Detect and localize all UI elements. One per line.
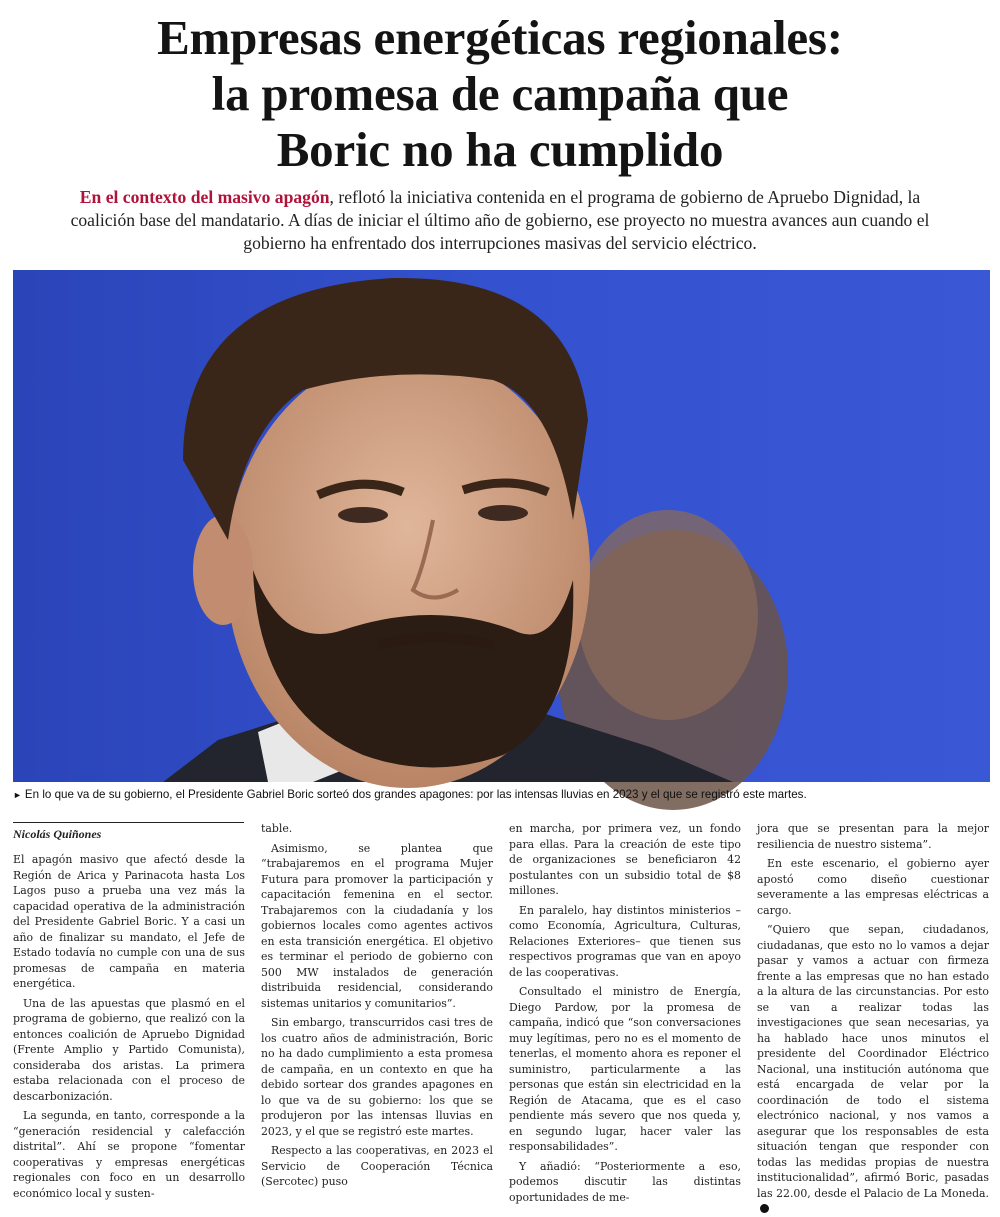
paragraph: Respecto a las cooperativas, en 2023 el Servicio de Cooperación Técnica (Sercotec) puso [261,1144,493,1188]
paragraph: table. [261,822,293,835]
photo-caption-text: En lo que va de su gobierno, el Presidente Gabriel Boric sorteó dos grandes apagones: por las intensas lluvias en 2023 y el que se registró este martes. [24,788,807,801]
paragraph: jora que se presentan para la mejor resiliencia de nuestro sistema”. [757,822,989,851]
article-column-4 [757,821,989,1200]
paragraph [757,922,989,1217]
caption-marker-icon: ► [13,790,22,800]
article-column-1 [13,852,245,1200]
paragraph: La segunda, en tanto, corresponde a la “generación residencial y calefacción distrital”. Ahí se propone “fomentar cooperativas y empresas energéticas regionales con foco en un desarrollo económico local y susten- [13,1109,245,1200]
photo-caption [13,787,993,803]
paragraph: en marcha, por primera vez, un fondo para ellas. Para la creación de este tipo de organizaciones se beneficiaron 42 postulantes con un subsidio total de $8 millones. [509,822,741,897]
paragraph: En este escenario, el gobierno ayer apostó como diseño cuestionar severamente a las empresas eléctricas a cargo. [757,857,989,917]
headline [0,10,1000,178]
article-column-3 [509,821,741,1204]
paragraph-text: “Quiero que sepan, ciudadanos, ciudadanas, que esto no lo vamos a dejar pasar y vamos a actuar con firmeza frente a las empresas que no han estado a la altura de las circunstancias. Por esto se van a realizar todas las investigaciones que sean necesarias, ya ha hablado hace unos minutos el presidente del Coordinador Eléctrico Nacional, una institución autónoma que está encargada de velar por la coordinación de todo el sistema electrónico nacional, y nos vamos a asegurar que los responsables de esta situación tengan que responder con todas las medidas propias de nuestra institucionalidad”, afirmó Boric, pasadas las 22.00, desde el Palacio de La Moneda. [757,923,989,1200]
paragraph: Sin embargo, transcurridos casi tres de los cuatro años de administración, Boric no ha dado cumplimiento a esta promesa de campaña, en un contexto en que ha debido sortear dos grandes apagones en lo que va de su gobierno: los que se produjeron por las intensas lluvias en 2023, y el que se registró este martes. [261,1016,493,1138]
headline-line: la promesa de campaña que [211,66,789,121]
paragraph: Consultado el ministro de Energía, Diego Pardow, por la promesa de campaña, indicó que “son conversaciones muy legítimas, pero no es el momento de tenerlas, el momento ahora es reponer el suministro, particularmente a las personas que están sin electricidad en la Región de Atacama, que es el caso pendiente más severo que nos queda y, en segundo lugar, hacer valer las responsabilidades”. [509,985,741,1153]
end-of-article-icon [760,1204,769,1213]
paragraph: Asimismo, se plantea que “trabajaremos en el programa Mujer Futura para promover la participación y capacitación femenina en el sector. Trabajaremos con la ciudadanía y los gobiernos locales como agentes activos en esta transición energética. El objetivo es terminar el periodo de gobierno con 500 MW instalados de generación distribuida residencial, considerando sistemas unitarios y comunitarios”. [261,841,493,1010]
article-column-2 [261,821,493,1188]
paragraph: El apagón masivo que afectó desde la Región de Arica y Parinacota hasta Los Lagos puso a prueba una vez más la capacidad operativa de la administración del Presidente Gabriel Boric. Y a casi un año de finalizar su mandato, el Jefe de Estado todavía no cumple con una de sus promesas de campaña en materia energética. [13,853,245,990]
photo-illustration [13,270,990,782]
byline-block [13,822,244,842]
lead-kicker: En el contexto del masivo apagón [79,187,330,207]
lead-paragraph [60,186,940,255]
paragraph: En paralelo, hay distintos ministerios –como Economía, Agricultura, Culturas, Relaciones Exteriores– que tienen sus respectivos programas que van en apoyo de las cooperativas. [509,903,741,979]
headline-line: Boric no ha cumplido [276,122,724,177]
byline: Nicolás Quiñones [13,827,102,841]
headline-line: Empresas energéticas regionales: [157,10,843,65]
paragraph: Una de las apuestas que plasmó en el programa de gobierno, que realizó con la entonces coalición de Apruebo Dignidad (Frente Amplio y Partido Comunista), consideraba dos aristas. La primera estaba relacionada con el proceso de descarbonización. [13,996,245,1103]
paragraph: Y añadió: “Posteriormente a eso, podemos discutir las distintas oportunidades de me- [509,1159,741,1204]
article-photo [13,270,990,782]
lead-text: , reflotó la iniciativa contenida en el programa de gobierno de Apruebo Dignidad, la coalición base del mandatario. A días de iniciar el último año de gobierno, ese proyecto no muestra avances aun cuando el gobierno ha enfrentado dos interrupciones masivas del servicio eléctrico. [70,187,930,253]
